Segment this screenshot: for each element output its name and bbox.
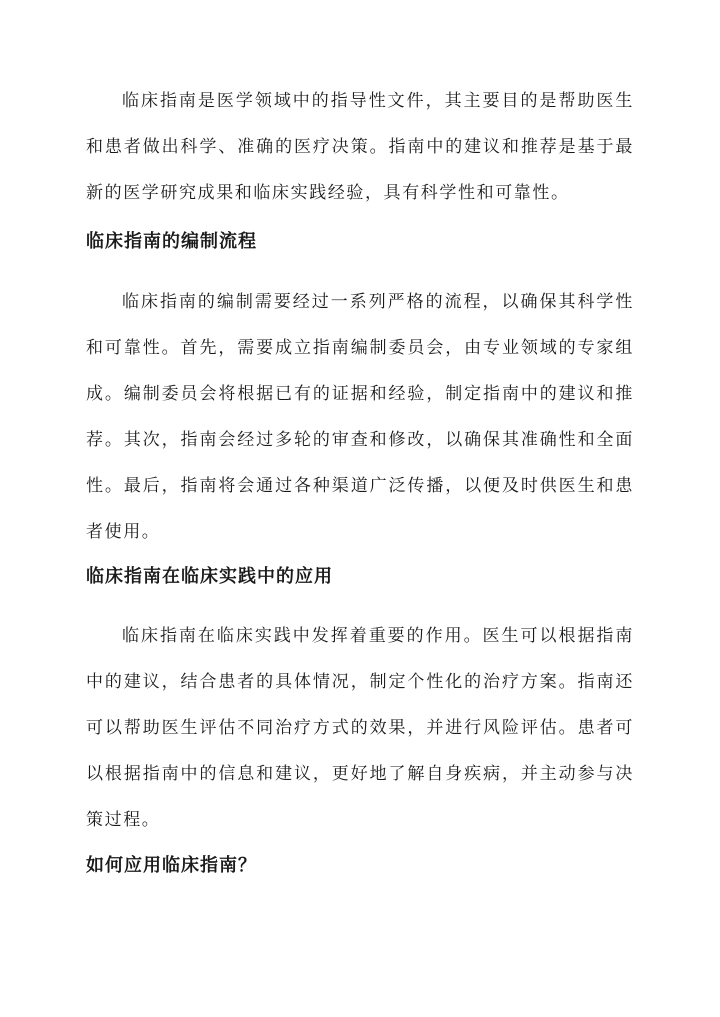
section-heading-compilation-process: 临床指南的编制流程 bbox=[86, 231, 257, 252]
section-body-compilation-process: 临床指南的编制需要经过一系列严格的流程，以确保其科学性和可靠性。首先，需要成立指南编制委员会，由专业领域的专家组成。编制委员会将根据已有的证据和经验，制定指南中的建议和推荐。其次，指南会经过多轮的审查和修改，以确保其准确性和全面性。最后，指南将会通过各种渠道广泛传播，以便及时供医生和患者使用。 bbox=[86, 292, 634, 542]
intro-paragraph: 临床指南是医学领域中的指导性文件，其主要目的是帮助医生和患者做出科学、准确的医疗决策。指南中的建议和推荐是基于最新的医学研究成果和临床实践经验，具有科学性和可靠性。 bbox=[86, 91, 634, 203]
section-heading-how-to-apply: 如何应用临床指南？ bbox=[86, 855, 257, 876]
section-heading-clinical-application: 临床指南在临床实践中的应用 bbox=[86, 566, 333, 587]
section-body-clinical-application: 临床指南在临床实践中发挥着重要的作用。医生可以根据指南中的建议，结合患者的具体情况，制定个性化的治疗方案。指南还可以帮助医生评估不同治疗方式的效果，并进行风险评估。患者可以根据指南中的信息和建议，更好地了解自身疾病，并主动参与决策过程。 bbox=[86, 626, 634, 830]
